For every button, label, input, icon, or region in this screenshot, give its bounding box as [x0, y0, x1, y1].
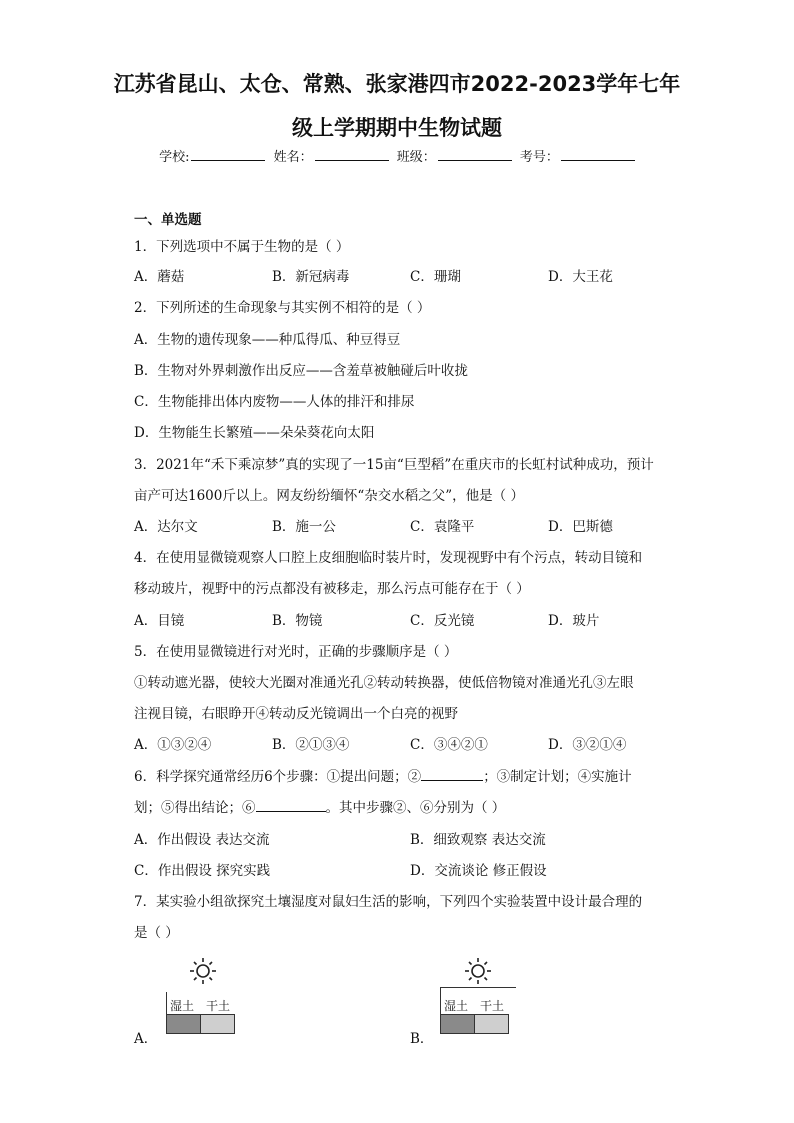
q5-option-d[interactable]: D．③②①④: [548, 737, 627, 753]
question-4-stem-line1: 4．在使用显微镜观察人口腔上皮细胞临时装片时，发现视野中有个污点，转动目镜和: [134, 550, 643, 566]
question-2-stem: 2．下列所述的生命现象与其实例不相符的是（ ）: [134, 300, 431, 316]
q4-option-b[interactable]: B．物镜: [272, 613, 323, 629]
apparatus-b-dry-soil: [474, 1014, 509, 1034]
sun-icon: [461, 956, 495, 986]
apparatus-a-left-wall: [166, 992, 167, 1014]
q1-option-b[interactable]: B．新冠病毒: [272, 269, 350, 285]
q4-option-d[interactable]: D．玻片: [548, 613, 600, 629]
q2-option-d[interactable]: D．生物能生长繁殖——朵朵葵花向太阳: [134, 425, 375, 441]
apparatus-b-left-wall: [440, 987, 441, 1014]
apparatus-b-wet-label: 湿土: [444, 999, 469, 1013]
q4-option-c[interactable]: C．反光镜: [410, 613, 475, 629]
name-blank[interactable]: [315, 148, 389, 161]
q3-option-b[interactable]: B．施一公: [272, 519, 336, 535]
q1-option-c[interactable]: C．珊瑚: [410, 269, 461, 285]
apparatus-b-dry-label: 干土: [480, 999, 505, 1013]
q2-option-c[interactable]: C．生物能排出体内废物——人体的排汗和排尿: [134, 394, 415, 410]
question-5-stem: 5．在使用显微镜进行对光时，正确的步骤顺序是（ ）: [134, 644, 458, 660]
apparatus-a-wet-label: 湿土: [170, 999, 195, 1013]
q3-option-c[interactable]: C．袁隆平: [410, 519, 475, 535]
q2-option-a[interactable]: A．生物的遗传现象——种瓜得瓜、种豆得豆: [134, 332, 401, 348]
q6-line2-part-a: 划；⑤得出结论；⑥: [134, 800, 256, 816]
q6-option-a[interactable]: A．作出假设 表达交流: [134, 832, 270, 848]
q5-option-b[interactable]: B．②①③④: [272, 737, 350, 753]
q2-option-b[interactable]: B．生物对外界刺激作出反应——含羞草被触碰后叶收拢: [134, 363, 468, 379]
q1-option-d[interactable]: D．大王花: [548, 269, 613, 285]
question-7-stem-line1: 7．某实验小组欲探究土壤湿度对鼠妇生活的影响，下列四个实验装置中设计最合理的: [134, 894, 643, 910]
class-blank[interactable]: [438, 148, 512, 161]
apparatus-b: [440, 987, 516, 1035]
apparatus-b-wet-soil: [440, 1014, 475, 1034]
q4-option-a[interactable]: A．目镜: [134, 613, 185, 629]
q6-blank-step6[interactable]: [256, 799, 326, 812]
q6-option-d[interactable]: D．交流谈论 修正假设: [410, 863, 547, 879]
q6-line1-part-b: ；③制定计划；④实施计: [483, 769, 632, 785]
question-7-stem-line2: 是（ ）: [134, 925, 179, 941]
question-1-stem: 1．下列选项中不属于生物的是（ ）: [134, 239, 350, 255]
school-label: 学校:: [159, 150, 190, 165]
question-4-stem-line2: 移动玻片，视野中的污点都没有被移走，那么污点可能存在于（ ）: [134, 581, 530, 597]
question-5-steps-line2: 注视目镜，右眼睁开④转动反光镜调出一个白亮的视野: [134, 706, 458, 722]
number-label: 考号：: [519, 150, 559, 165]
apparatus-a: [166, 992, 234, 1034]
q7-option-a[interactable]: A．: [134, 1031, 158, 1047]
q5-option-a[interactable]: A．①③②④: [134, 737, 212, 753]
question-3-stem-line2: 亩产可达1600斤以上。网友纷纷缅怀“杂交水稻之父”，他是（ ）: [134, 488, 524, 504]
name-label: 姓名：: [273, 150, 313, 165]
question-6-stem-line2: [134, 796, 505, 816]
q6-line2-part-b: 。其中步骤②、⑥分别为（ ）: [325, 800, 506, 816]
apparatus-b-cover: [440, 987, 516, 988]
q5-option-c[interactable]: C．③④②①: [410, 737, 488, 753]
q6-option-c[interactable]: C．作出假设 探究实践: [134, 863, 271, 879]
class-label: 班级：: [396, 150, 436, 165]
q6-blank-step2[interactable]: [421, 768, 483, 781]
q6-option-b[interactable]: B．细致观察 表达交流: [410, 832, 546, 848]
school-blank[interactable]: [191, 148, 265, 161]
apparatus-a-dry-soil: [200, 1014, 235, 1034]
exam-title-line1: 江苏省昆山、太仓、常熟、张家港四市2022-2023学年七年: [113, 72, 681, 96]
q1-option-a[interactable]: A．蘑菇: [134, 269, 185, 285]
q6-line1-part-a: 6．科学探究通常经历6个步骤：①提出问题；②: [134, 769, 422, 785]
question-5-steps-line1: ①转动遮光器，使较大光圈对准通光孔②转动转换器，使低倍物镜对准通光孔③左眼: [134, 675, 634, 691]
question-6-stem-line1: [134, 765, 632, 785]
section-heading: 一、单选题: [134, 212, 202, 228]
student-info-row: [0, 146, 794, 165]
question-3-stem-line1: 3．2021年“禾下乘凉梦”真的实现了一15亩“巨型稻”在重庆市的长虹村试种成功，预计: [134, 457, 654, 473]
exam-title-line2: 级上学期期中生物试题: [292, 116, 502, 140]
q3-option-d[interactable]: D．巴斯德: [548, 519, 613, 535]
apparatus-a-wet-soil: [166, 1014, 201, 1034]
number-blank[interactable]: [561, 148, 635, 161]
q7-option-b[interactable]: B．: [410, 1031, 434, 1047]
apparatus-a-dry-label: 干土: [206, 999, 231, 1013]
q3-option-a[interactable]: A．达尔文: [134, 519, 198, 535]
sun-icon: [186, 956, 220, 986]
